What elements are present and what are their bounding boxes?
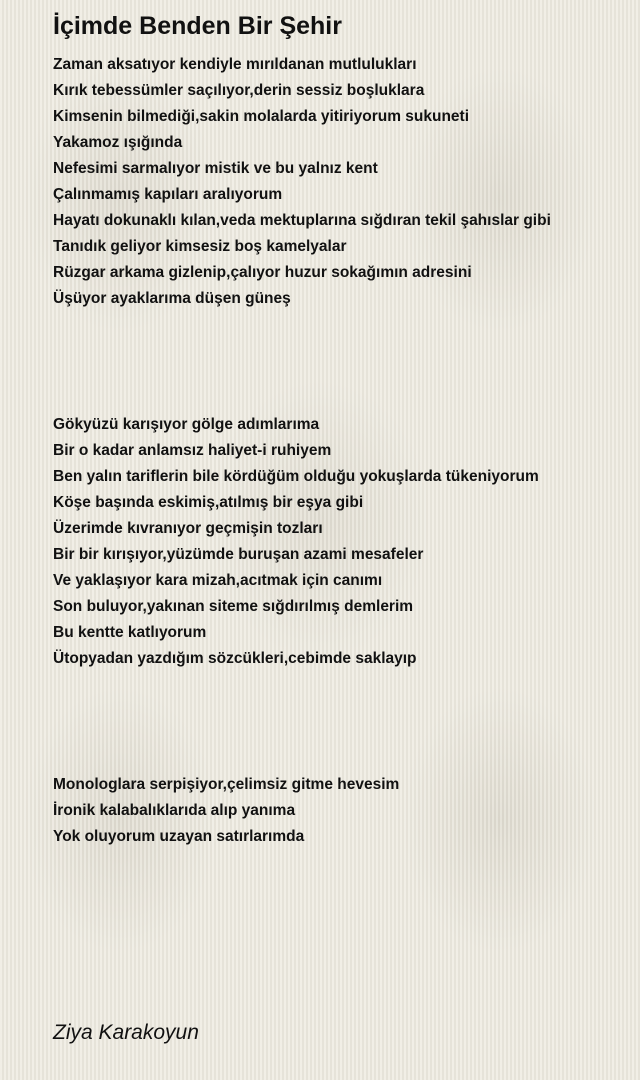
poem-line: Bir bir kırışıyor,yüzümde buruşan azami mesafeler <box>53 546 424 563</box>
poem-line: Kimsenin bilmediği,sakin molalarda yitiriyorum sukuneti <box>53 108 470 125</box>
poem-line: Nefesimi sarmalıyor mistik ve bu yalnız kent <box>53 160 378 177</box>
poem-line: Ütopyadan yazdığım sözcükleri,cebimde saklayıp <box>53 650 417 667</box>
poem-line: Yakamoz ışığında <box>53 134 183 151</box>
stanza-3 <box>53 772 399 850</box>
poem-line: Gökyüzü karışıyor gölge adımlarıma <box>53 416 320 433</box>
poem-line: Çalınmamış kapıları aralıyorum <box>53 186 283 203</box>
poem-line: Kırık tebessümler saçılıyor,derin sessiz boşluklara <box>53 82 425 99</box>
poem-line: Köşe başında eskimiş,atılmış bir eşya gibi <box>53 494 364 511</box>
poem-line: Rüzgar arkama gizlenip,çalıyor huzur sokağımın adresini <box>53 264 472 281</box>
poem-line: Bu kentte katlıyorum <box>53 624 207 641</box>
poem-line: Ben yalın tariflerin bile kördüğüm olduğu yokuşlarda tükeniyorum <box>53 468 539 485</box>
poem-line: Tanıdık geliyor kimsesiz boş kamelyalar <box>53 238 347 255</box>
poem-line: Zaman aksatıyor kendiyle mırıldanan mutlulukları <box>53 56 417 73</box>
poem-line: İronik kalabalıklarıda alıp yanıma <box>53 802 296 819</box>
poem-line: Bir o kadar anlamsız haliyet-i ruhiyem <box>53 442 332 459</box>
stanza-1 <box>53 52 551 312</box>
stanza-2 <box>53 412 539 672</box>
poem-author: Ziya Karakoyun <box>53 1021 199 1044</box>
poem-line: Monologlara serpişiyor,çelimsiz gitme hevesim <box>53 776 400 793</box>
poem-line: Ve yaklaşıyor kara mizah,acıtmak için canımı <box>53 572 383 589</box>
poem-line: Yok oluyorum uzayan satırlarımda <box>53 828 305 845</box>
poem-line: Üşüyor ayaklarıma düşen güneş <box>53 290 291 307</box>
poem-line: Son buluyor,yakınan siteme sığdırılmış demlerim <box>53 598 414 615</box>
poem-line: Hayatı dokunaklı kılan,veda mektuplarına sığdıran tekil şahıslar gibi <box>53 212 551 229</box>
poem-title: İçimde Benden Bir Şehir <box>53 12 342 40</box>
poem-line: Üzerimde kıvranıyor geçmişin tozları <box>53 520 323 537</box>
